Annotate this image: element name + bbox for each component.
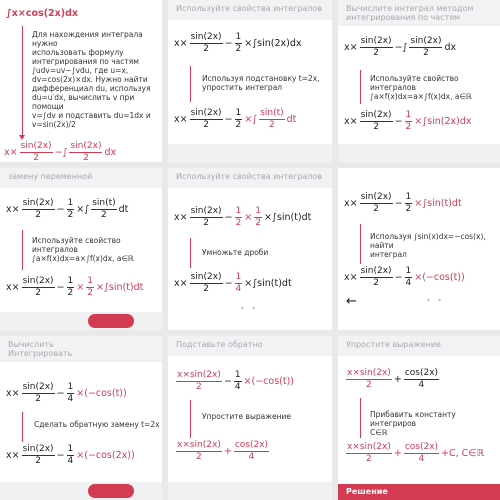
step-panel-1 bbox=[0, 0, 162, 162]
step-arrow-line bbox=[360, 70, 361, 104]
step-panel-3 bbox=[338, 0, 500, 162]
expression-before: $\frac{x\times\sin(2x)}{2}$ − $\frac{1}{4}$ ×(−cos(t)) bbox=[177, 370, 295, 392]
step-arrow-line bbox=[22, 230, 23, 270]
expression-before: x× $\frac{\sin(2x)}{2}$ −∫ $\frac{\sin(2x)}{2}$ dx bbox=[344, 36, 457, 58]
step-panel-8 bbox=[168, 336, 332, 500]
step-header: Вычислить Интегрировать bbox=[0, 336, 162, 362]
step-explanation: Для нахождения интеграла нужно использовать формулу интегрирования по частям ∫udv=uv−∫vdu, где u=x, dv=cos(2x)×dx. Нужно найти дифференциал du, используя du=u′dx, вычислить v при помощи v=∫dv и подставить du=1dx и v=sin(2x)/2 bbox=[32, 30, 151, 129]
expression-after: $\frac{x\times\sin(2x)}{2}$ + $\frac{\cos(2x)}{4}$ +C, C∈ℝ bbox=[347, 442, 485, 464]
step-arrow-line bbox=[190, 400, 191, 438]
step-header: Вычислите интеграл методом интегрирования по частям bbox=[338, 0, 500, 26]
back-arrow-icon[interactable]: ← bbox=[346, 294, 357, 309]
step-explanation: Умножьте дроби bbox=[202, 248, 269, 257]
action-button[interactable] bbox=[88, 484, 134, 498]
step-explanation: Упростите выражение bbox=[202, 412, 292, 421]
expression-before: x× $\frac{\sin(2x)}{2}$ − $\frac{1}{2}$ ×∫sin(t)dt bbox=[344, 192, 462, 214]
bottom-bar bbox=[168, 482, 332, 500]
step-header: Используйте свойства интегралов bbox=[168, 0, 332, 20]
expression-after: x× $\frac{\sin(2x)}{2}$ − $\frac{1}{4}$ ×(−cos(t)) bbox=[344, 266, 465, 288]
step-arrow-head bbox=[19, 135, 25, 140]
step-arrow-line bbox=[190, 238, 191, 268]
expression-before: x× $\frac{\sin(2x)}{2}$ − $\frac{1}{2}$ ×∫sin(2x)dx bbox=[174, 32, 302, 54]
step-explanation: Используя ∫sin(x)dx=−cos(x), найти интеграл bbox=[370, 232, 486, 259]
step-header: Подставьте обратно bbox=[168, 336, 332, 356]
step-explanation: Используйте свойство интегралов ∫a×f(x)dx=a×∫f(x)dx, a∈ℝ bbox=[370, 74, 472, 101]
step-panel-7 bbox=[0, 336, 162, 500]
step-header: Упростите выражение bbox=[338, 336, 500, 356]
step-panel-5 bbox=[168, 168, 332, 330]
integral-title: ∫x×cos(2x)dx bbox=[6, 8, 79, 19]
step-arrow-line bbox=[360, 224, 361, 264]
expression-before: x× $\frac{\sin(2x)}{2}$ − $\frac{1}{2}$ ×∫ $\frac{\sin(t)}{2}$ dt bbox=[6, 198, 129, 220]
expression-before: $\frac{x\times\sin(2x)}{2}$ + $\frac{\cos(2x)}{4}$ bbox=[347, 368, 439, 390]
expression-after: x× $\frac{\sin(2x)}{2}$ − $\frac{1}{4}$ ×∫sin(t)dt bbox=[174, 272, 292, 294]
bottom-bar bbox=[0, 482, 162, 500]
step-panel-4 bbox=[0, 168, 162, 330]
step-panel-9 bbox=[338, 336, 500, 500]
action-button[interactable] bbox=[88, 314, 134, 328]
expression-after: x× $\frac{\sin(2x)}{2}$ − $\frac{1}{4}$ ×(−cos(2x)) bbox=[6, 444, 135, 466]
step-panel-6 bbox=[338, 168, 500, 330]
step-header: замену переменной bbox=[0, 168, 162, 188]
expression-before: x× $\frac{\sin(2x)}{2}$ − $\frac{1}{4}$ ×(−cos(t)) bbox=[6, 382, 127, 404]
step-arrow-line bbox=[22, 412, 23, 442]
pager-dots[interactable]: • • bbox=[426, 296, 444, 305]
solution-tab[interactable]: Решение bbox=[338, 484, 500, 500]
pager-dots[interactable]: • • bbox=[240, 304, 258, 313]
expression-before: x× $\frac{\sin(2x)}{2}$ − $\frac{1}{2}$ × $\frac{1}{2}$ ×∫sin(t)dt bbox=[174, 206, 312, 228]
bottom-bar bbox=[338, 144, 500, 162]
step-panel-2 bbox=[168, 0, 332, 162]
step-arrow-line bbox=[190, 66, 191, 102]
expression-after: x× $\frac{\sin(2x)}{2}$ − $\frac{1}{2}$ × $\frac{1}{2}$ ×∫sin(t)dt bbox=[6, 276, 144, 298]
result-expression: x× $\frac{\sin(2x)}{2}$ −∫ $\frac{\sin(2x)}{2}$ dx bbox=[4, 141, 117, 162]
step-arrow-line bbox=[22, 26, 23, 136]
expression-after: x× $\frac{\sin(2x)}{2}$ − $\frac{1}{2}$ ×∫ $\frac{\sin(t)}{2}$ dt bbox=[174, 108, 297, 130]
step-explanation: Сделать обратную замену t=2x bbox=[34, 420, 160, 429]
expression-after: $\frac{x\times\sin(2x)}{2}$ + $\frac{\cos(2x)}{4}$ bbox=[177, 440, 269, 462]
step-explanation: Используйте свойство интегралов ∫a×f(x)dx=a×∫f(x)dx, a∈ℝ bbox=[32, 236, 134, 263]
bottom-bar bbox=[168, 144, 332, 162]
step-explanation: Прибавить константу интегриров C∈ℝ bbox=[370, 410, 456, 437]
step-arrow-line bbox=[360, 398, 361, 438]
step-explanation: Используя подстановку t=2x, упростить интеграл bbox=[202, 74, 320, 92]
bottom-bar bbox=[0, 312, 162, 330]
expression-after: x× $\frac{\sin(2x)}{2}$ − $\frac{1}{2}$ ×∫sin(2x)dx bbox=[344, 110, 472, 132]
step-header: Используйте свойства интегралов bbox=[168, 168, 332, 188]
